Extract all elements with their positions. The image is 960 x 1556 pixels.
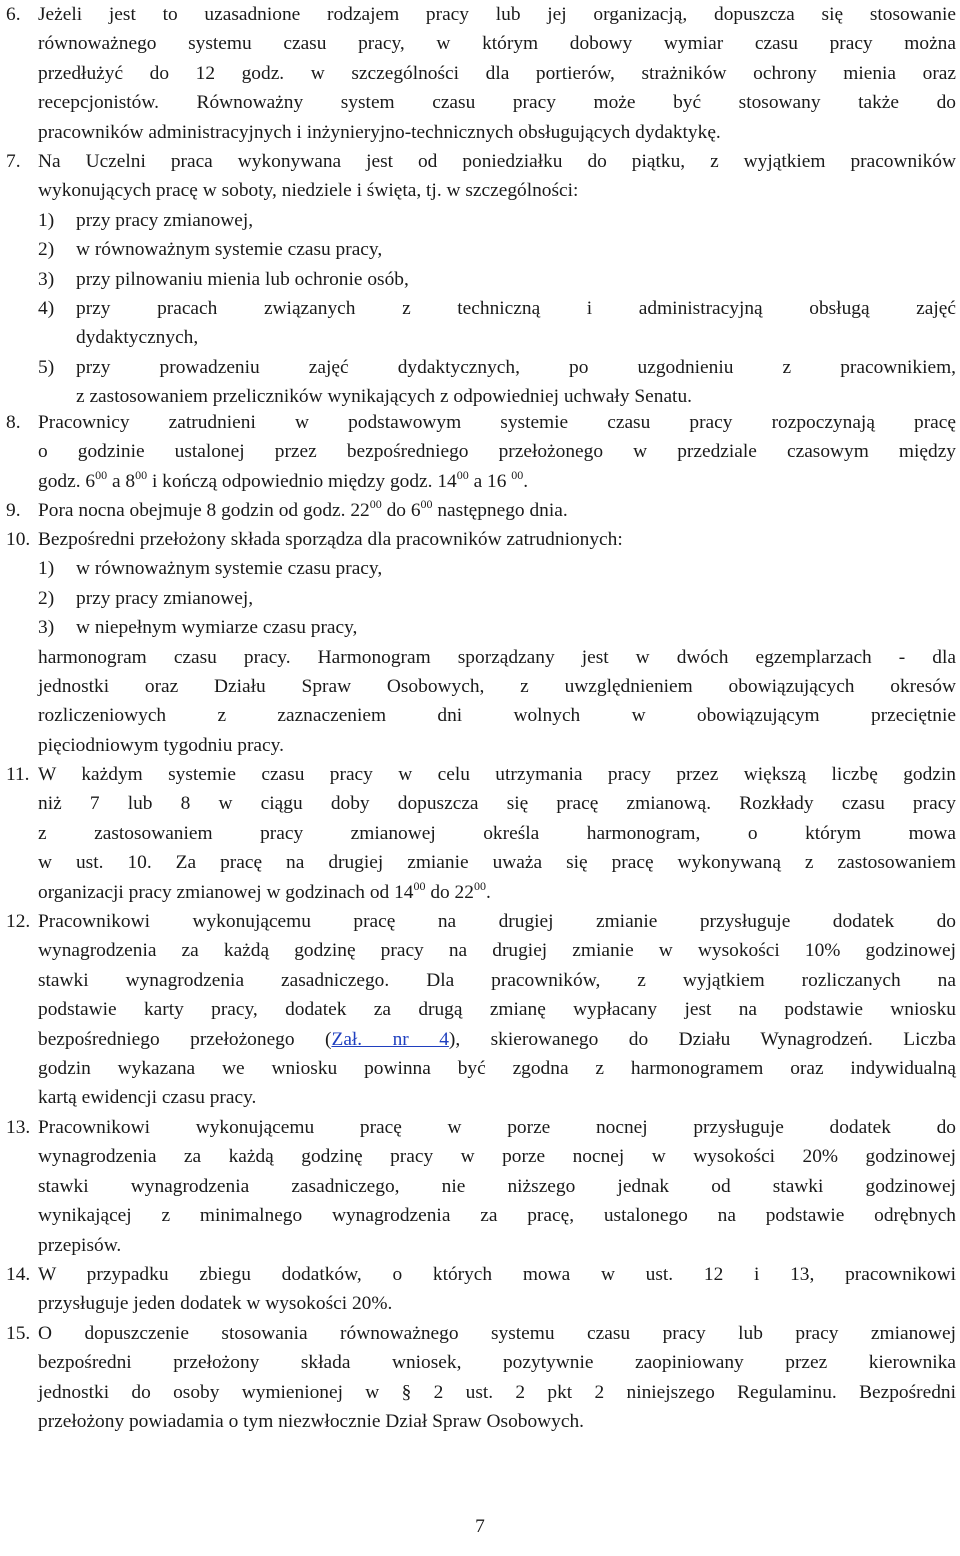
text-line: o godzinie ustalonej przez bezpośredniego przełożonego w przedziale czasowym między <box>38 441 956 463</box>
text-line: przysługuje jeden dodatek w wysokości 20%. <box>38 1293 393 1315</box>
text-line: O dopuszczenie stosowania równoważnego systemu czasu pracy lub pracy zmianowej <box>38 1323 956 1344</box>
list-item: 1) w równoważnym systemie czasu pracy, <box>38 558 383 580</box>
text-line: w ust. 10. Za pracę na drugiej zmianie uważa się pracę wykonywaną z zastosowaniem <box>38 852 956 874</box>
text-line: wykonujących pracę w soboty, niedziele i święta, tj. w szczególności: <box>38 180 579 202</box>
text-line: Pracownikowi wykonującemu pracę w porze nocnej przysługuje dodatek do <box>38 1117 956 1138</box>
text-line: W przypadku zbiegu dodatków, o których mowa w ust. 12 i 13, pracownikowi <box>38 1264 956 1285</box>
text-line: jednostki oraz Działu Spraw Osobowych, z uwzględnieniem obowiązujących okresów <box>38 675 956 697</box>
text-line: podstawie karty pracy, dodatek za drugą zmianę wypłacany jest na podstawie wniosku <box>38 999 956 1021</box>
paragraph-number: 13. <box>6 1117 31 1138</box>
text-line: przedłużyć do 12 godz. w szczególności dla portierów, strażników ochrony mienia oraz <box>38 62 956 84</box>
page-number: 7 <box>475 1516 485 1537</box>
text-line: z zastosowaniem pracy zmianowej określa harmonogram, o którym mowa <box>38 822 956 844</box>
text-line: bezpośredniego przełożonego (Zał. nr 4), skierowanego do Działu Wynagrodzeń. Liczba <box>38 1028 956 1050</box>
text-line: recepcjonistów. Równoważny system czasu pracy może być stosowany także do <box>38 92 956 114</box>
text-line: stawki wynagrodzenia zasadniczego. Dla pracowników, z wyjątkiem rozliczanych na <box>38 969 956 991</box>
paragraph-number: 11. <box>6 764 30 785</box>
list-item-continuation: z zastosowaniem przeliczników wynikających z odpowiedniej uchwały Senatu. <box>76 386 692 408</box>
text-line: Bezpośredni przełożony składa sporządza dla pracowników zatrudnionych: <box>38 529 623 550</box>
paragraph-number: 12. <box>6 911 31 932</box>
list-item: 3) w niepełnym wymiarze czasu pracy, <box>38 617 358 639</box>
text-line: wynagrodzenia za każdą godzinę pracy na drugiej zmianie w wysokości 10% godzinowej <box>38 940 956 962</box>
text-line: Jeżeli jest to uzasadnione rodzajem pracy lub jej organizacją, dopuszcza się stosowanie <box>38 4 956 25</box>
text-line: stawki wynagrodzenia zasadniczego, nie niższego jednak od stawki godzinowej <box>38 1175 956 1197</box>
text-line: przełożony powiadamia o tym niezwłocznie Dział Spraw Osobowych. <box>38 1411 585 1433</box>
text-line: W każdym systemie czasu pracy w celu utrzymania pracy przez większą liczbę godzin <box>38 764 956 785</box>
list-item: 5) przy prowadzeniu zajęć dydaktycznych, po uzgodnieniu z pracownikiem, <box>38 356 956 378</box>
text-line: Pracownikowi wykonującemu pracę na drugiej zmianie przysługuje dodatek do <box>38 911 956 932</box>
text-line: Na Uczelni praca wykonywana jest od poniedziałku do piątku, z wyjątkiem pracowników <box>38 151 956 172</box>
paragraph-number: 15. <box>6 1323 31 1344</box>
paragraph-number: 7. <box>6 151 21 172</box>
text-line: rozliczeniowych z zaznaczeniem dni wolnych w obowiązującym przeciętnie <box>38 705 956 727</box>
paragraph-number: 8. <box>6 412 21 433</box>
text-line: przepisów. <box>38 1234 122 1256</box>
list-item-continuation: dydaktycznych, <box>76 327 199 349</box>
paragraph-number: 6. <box>6 4 21 25</box>
text-line: Pracownicy zatrudnieni w podstawowym systemie czasu pracy rozpoczynają pracę <box>38 412 956 433</box>
text-line: kartą ewidencji czasu pracy. <box>38 1087 257 1109</box>
paragraph-number: 10. <box>6 529 31 550</box>
list-item: 2) w równoważnym systemie czasu pracy, <box>38 239 383 261</box>
text-line: pięciodniowym tygodniu pracy. <box>38 734 284 756</box>
text-line: Pora nocna obejmuje 8 godzin od godz. $22^{00}$ do $6^{00}$ następnego dnia. <box>38 497 568 521</box>
list-item: 2) przy pracy zmianowej, <box>38 587 254 609</box>
text-line: równoważnego systemu czasu pracy, w którym dobowy wymiar czasu pracy można <box>38 33 956 55</box>
text-line: wynikającej z minimalnego wynagrodzenia za pracę, ustalonego na podstawie odrębnych <box>38 1205 956 1227</box>
text-line: jednostki do osoby wymienionej w § 2 ust. 2 pkt 2 niniejszego Regulaminu. Bezpośredni <box>38 1381 956 1403</box>
text-line: harmonogram czasu pracy. Harmonogram sporządzany jest w dwóch egzemplarzach - dla <box>38 646 956 668</box>
paragraph-number: 9. <box>6 500 21 521</box>
text-line: wynagrodzenia za każdą godzinę pracy w porze nocnej w wysokości 20% godzinowej <box>38 1146 956 1168</box>
paragraph-number: 14. <box>6 1264 31 1285</box>
text-line: pracowników administracyjnych i inżynieryjno-technicznych obsługujących dydaktykę. <box>38 121 721 143</box>
text-line: godzin wykazana we wniosku powinna być zgodna z harmonogramem oraz indywidualną <box>38 1057 956 1079</box>
text-line: organizacji pracy zmianowej w godzinach od $14^{00}$ do $22^{00}$. <box>38 878 491 903</box>
list-item: 3) przy pilnowaniu mienia lub ochronie osób, <box>38 268 409 290</box>
text-line: bezpośredni przełożony składa wniosek, pozytywnie zaopiniowany przez kierownika <box>38 1352 956 1374</box>
attachment-link[interactable]: Zał. nr 4 <box>331 1028 449 1050</box>
text-line: niż 7 lub 8 w ciągu doby dopuszcza się pracę zmianową. Rozkłady czasu pracy <box>38 793 956 815</box>
text-line: godz. $6^{00}$ a $8^{00}$ i kończą odpowiednio między godz. $14^{00}$ a 16 $^{00}$. <box>38 467 529 492</box>
list-item: 4) przy pracach związanych z techniczną i administracyjną obsługą zajęć <box>38 297 956 319</box>
list-item: 1) przy pracy zmianowej, <box>38 209 254 231</box>
